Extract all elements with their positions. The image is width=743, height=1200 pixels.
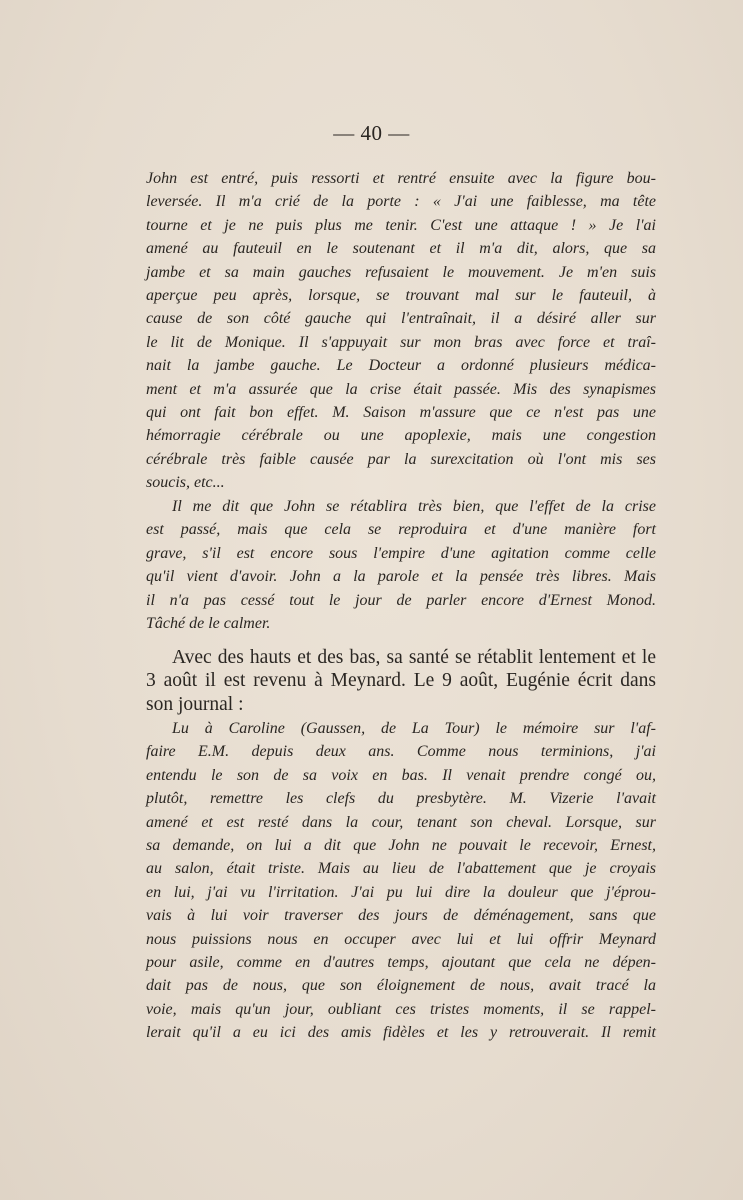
text-line: cause de son côté gauche qui l'entraînait, il a désiré aller sur: [146, 310, 656, 328]
text-line: faire E.M. depuis deux ans. Comme nous terminions, j'ai: [146, 743, 656, 761]
text-line: vais à lui voir traverser des jours de déménagement, sans que: [146, 907, 656, 925]
text-line: hémorragie cérébrale ou une apoplexie, mais une congestion: [146, 427, 656, 445]
text-line: en lui, j'ai vu l'irritation. J'ai pu lui dire la douleur que j'éprou-: [146, 883, 656, 901]
text-line: voie, mais qu'un jour, oubliant ces tristes moments, il se rappel-: [146, 1000, 656, 1018]
text-line: Il me dit que John se rétablira très bien, que l'effet de la crise: [172, 498, 656, 515]
text-line: grave, s'il est encore sous l'empire d'une agitation comme celle: [146, 544, 656, 562]
text-line: plutôt, remettre les clefs du presbytère. M. Vizerie l'avait: [146, 790, 656, 808]
text-line: qu'il vient d'avoir. John a la parole et la pensée très libres. Mais: [146, 568, 656, 586]
text-line: nous puissions nous en occuper avec lui et lui offrir Meynard: [146, 930, 656, 948]
text-line: jambe et sa main gauches refusaient le mouvement. Je m'en suis: [146, 263, 656, 281]
text-line: Tâché de le calmer.: [146, 614, 271, 632]
text-line: il n'a pas cessé tout le jour de parler encore d'Ernest Monod.: [146, 591, 656, 609]
text-line: amené et est resté dans la cour, tenant son cheval. Lorsque, sur: [146, 813, 656, 831]
text-line: sa demande, on lui a dit que John ne pouvait le recevoir, Ernest,: [146, 836, 656, 854]
text-line: nait la jambe gauche. Le Docteur a ordonné plusieurs médica-: [146, 357, 656, 375]
text-line: dait pas de nous, que son éloignement de nous, avait tracé la: [146, 977, 656, 995]
text-line: Lu à Caroline (Gaussen, de La Tour) le mémoire sur l'af-: [172, 720, 656, 737]
text-line: pour asile, comme en d'autres temps, ajoutant que cela ne dépen-: [146, 953, 656, 971]
text-line: John est entré, puis ressorti et rentré ensuite avec la figure bou-: [146, 170, 656, 187]
text-line: cérébrale très faible causée par la surexcitation où l'ont mis ses: [146, 450, 656, 468]
text-line: leversée. Il m'a crié de la porte : « J'ai une faiblesse, ma tête: [146, 193, 656, 211]
text-line: entendu le son de sa voix en bas. Il venait prendre congé ou,: [146, 766, 656, 784]
text-line: 3 août il est revenu à Meynard. Le 9 août, Eugénie écrit dans: [146, 670, 656, 692]
paragraph-4: [146, 720, 656, 1047]
text-line: qui ont fait bon effet. M. Saison m'assure que ce n'est pas une: [146, 403, 656, 421]
text-line: tourne et je ne puis plus me tenir. C'est une attaque ! » Je l'ai: [146, 216, 656, 234]
paragraph-1: [146, 170, 656, 497]
page-number: — 40 —: [333, 121, 410, 145]
text-line: lerait qu'il a eu ici des amis fidèles et les y retrouverait. Il remit: [146, 1024, 656, 1042]
text-line: aperçue peu après, lorsque, se trouvant mal sur le fauteuil, à: [146, 286, 656, 304]
paragraph-3: [146, 647, 656, 717]
text-line: soucis, etc...: [146, 474, 225, 492]
text-line: le lit de Monique. Il s'appuyait sur mon bras avec force et traî-: [146, 333, 656, 351]
text-line: au salon, était triste. Mais au lieu de l'abattement que je croyais: [146, 860, 656, 878]
paragraph-2: [146, 498, 656, 638]
text-line: est passé, mais que cela se reproduira et d'une manière fort: [146, 521, 656, 539]
text-line: ment et m'a assurée que la crise était passée. Mis des synapismes: [146, 380, 656, 398]
text-line: amené au fauteuil en le soutenant et il m'a dit, alors, que sa: [146, 240, 656, 258]
text-line: son journal :: [146, 693, 244, 715]
text-line: Avec des hauts et des bas, sa santé se rétablit lentement et le: [172, 647, 656, 668]
